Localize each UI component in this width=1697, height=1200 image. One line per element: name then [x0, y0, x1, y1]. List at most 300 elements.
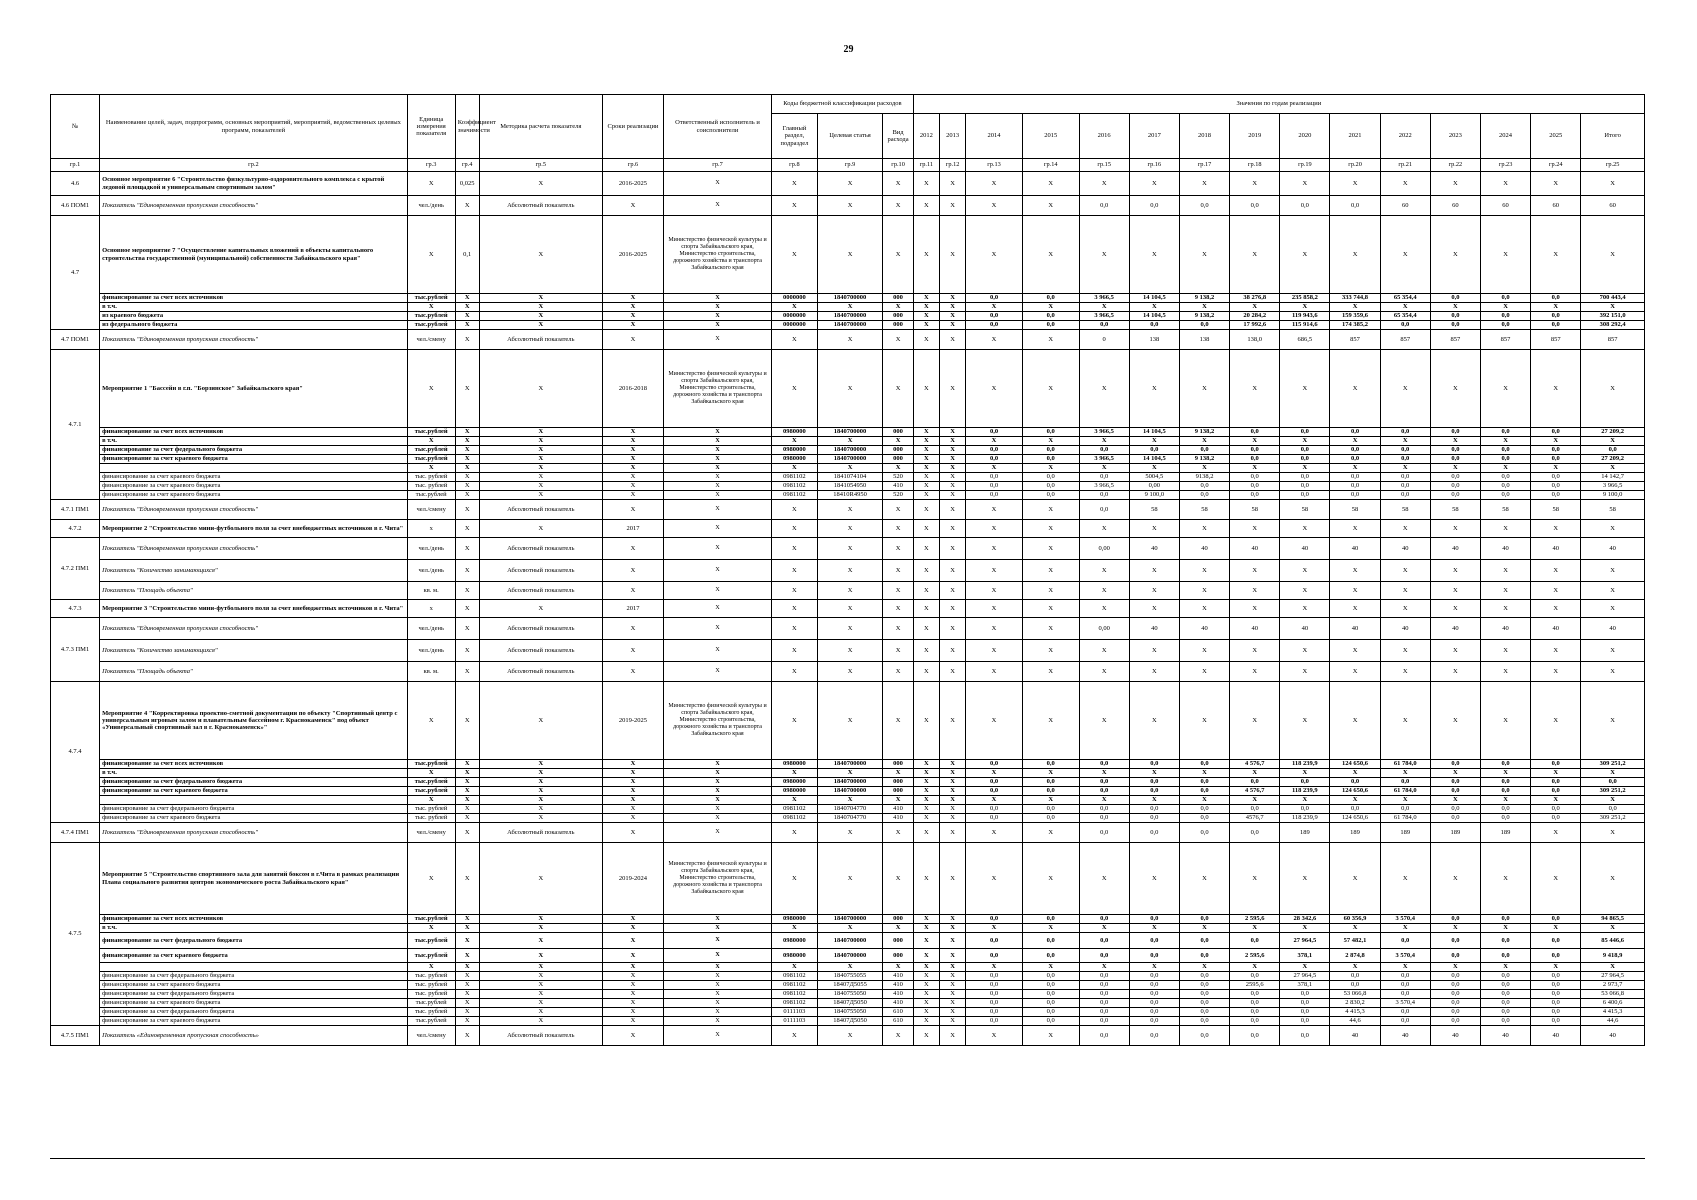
row-responsible: X — [664, 464, 772, 473]
row-year-value: X — [1230, 924, 1280, 933]
row-year-value: X — [939, 446, 965, 455]
row-year-value: 0,0 — [1430, 294, 1480, 303]
table-row — [51, 473, 1645, 482]
row-year-value: 0,0 — [1022, 805, 1079, 814]
row-year-value: 0,0 — [1079, 196, 1129, 216]
row-year-value: 0,0 — [1531, 999, 1581, 1008]
row-method: X — [479, 787, 602, 796]
row-year-value: X — [1230, 216, 1280, 294]
row-name: финансирование за счет федерального бюджета — [100, 990, 408, 999]
row-year-value: 0,0 — [1531, 1008, 1581, 1017]
header-budget-codes: Коды бюджетной классификации расходов — [772, 95, 914, 114]
row-name: Основное мероприятие 6 "Строительство физкультурно-оздоровительного комплекса с крытой ледовой площадкой и универсальным спортивным залом" — [100, 172, 408, 196]
column-number: гр.13 — [966, 159, 1023, 172]
row-name: финансирование за счет федерального бюджета — [100, 446, 408, 455]
row-section-code: 0980000 — [772, 428, 818, 437]
row-year-value: X — [1079, 843, 1129, 915]
row-year-value: 0,0 — [1022, 949, 1079, 963]
row-expense-type: 000 — [883, 778, 914, 787]
row-unit: кв. м. — [407, 582, 455, 600]
row-year-value: X — [913, 981, 939, 990]
row-year-value: X — [1330, 464, 1380, 473]
row-year-value: X — [1430, 464, 1480, 473]
row-term: X — [602, 949, 663, 963]
row-year-value: X — [1129, 924, 1179, 933]
row-expense-type: 000 — [883, 428, 914, 437]
row-year-value: 0,0 — [1480, 312, 1530, 321]
row-method: X — [479, 1008, 602, 1017]
row-year-value: X — [966, 582, 1023, 600]
row-year-value: X — [1330, 172, 1380, 196]
row-year-value: 0,0 — [966, 1008, 1023, 1017]
row-expense-type: 410 — [883, 482, 914, 491]
row-responsible: X — [664, 769, 772, 778]
row-year-value: 0 — [1079, 330, 1129, 350]
header-section: Главный раздел, подраздел — [772, 114, 818, 159]
row-year-value: 0,0 — [1022, 446, 1079, 455]
row-year-value: X — [1430, 520, 1480, 538]
row-year-value: 0,0 — [1179, 972, 1229, 981]
row-term: X — [602, 981, 663, 990]
row-year-value: 0,0 — [966, 805, 1023, 814]
row-year-value: X — [1230, 843, 1280, 915]
row-unit: кв. м. — [407, 662, 455, 682]
column-number: гр.14 — [1022, 159, 1079, 172]
row-method: Абсолютный показатель — [479, 538, 602, 560]
row-year-value: 0,0 — [1531, 915, 1581, 924]
row-year-value: X — [966, 823, 1023, 843]
row-year-value: 0,0 — [1179, 196, 1229, 216]
row-method: Абсолютный показатель — [479, 662, 602, 682]
row-year-value: 0,0 — [1022, 1017, 1079, 1026]
row-year-value: 0,0 — [1230, 972, 1280, 981]
row-year-value: X — [1230, 600, 1280, 618]
row-name — [100, 464, 408, 473]
row-target-article: 1840755055 — [817, 972, 882, 981]
row-section-code: X — [772, 682, 818, 760]
row-target-article: X — [817, 796, 882, 805]
row-year-value: X — [966, 618, 1023, 640]
row-year-value: 0,0 — [1079, 915, 1129, 924]
row-total: 53 066,8 — [1581, 990, 1645, 999]
row-year-value: 0,0 — [1330, 428, 1380, 437]
row-section-code: 0980000 — [772, 787, 818, 796]
row-year-value: X — [1380, 640, 1430, 662]
row-year-value: X — [1480, 924, 1530, 933]
column-number: гр.23 — [1480, 159, 1530, 172]
row-year-value: 0,0 — [1480, 981, 1530, 990]
row-year-value: X — [913, 1017, 939, 1026]
row-year-value: 0,0 — [1430, 787, 1480, 796]
row-target-article: X — [817, 560, 882, 582]
row-year-value: 0,0 — [966, 428, 1023, 437]
row-total: 700 443,4 — [1581, 294, 1645, 303]
row-total: 3 966,5 — [1581, 482, 1645, 491]
row-year-value: 0,0 — [1430, 428, 1480, 437]
row-term: X — [602, 560, 663, 582]
column-number: гр.11 — [913, 159, 939, 172]
row-total: 0,0 — [1581, 446, 1645, 455]
header-year: 2016 — [1079, 114, 1129, 159]
row-expense-type: X — [883, 538, 914, 560]
row-total: 85 446,6 — [1581, 933, 1645, 949]
row-coefficient: X — [455, 972, 479, 981]
row-year-value: X — [1230, 464, 1280, 473]
row-term: X — [602, 491, 663, 500]
header-year: 2013 — [939, 114, 965, 159]
row-section-code: X — [772, 216, 818, 294]
row-year-value: 40 — [1380, 1026, 1430, 1046]
row-year-value: X — [1480, 303, 1530, 312]
row-year-value: X — [1022, 196, 1079, 216]
row-year-value: X — [1022, 464, 1079, 473]
row-year-value: X — [1430, 843, 1480, 915]
row-year-value: X — [966, 520, 1023, 538]
row-year-value: X — [913, 196, 939, 216]
row-year-value: 0,0 — [1079, 972, 1129, 981]
row-method: X — [479, 455, 602, 464]
table-row — [51, 981, 1645, 990]
table-row — [51, 303, 1645, 312]
table-row — [51, 682, 1645, 760]
row-year-value: X — [1022, 796, 1079, 805]
row-section-code: 0980000 — [772, 455, 818, 464]
row-year-value: X — [913, 520, 939, 538]
row-term: X — [602, 924, 663, 933]
row-target-article: 18407Д5050 — [817, 1017, 882, 1026]
row-year-value: X — [939, 1008, 965, 1017]
row-coefficient: X — [455, 1017, 479, 1026]
row-year-value: X — [1079, 963, 1129, 972]
row-year-value: 0,0 — [1480, 482, 1530, 491]
row-total: 309 251,2 — [1581, 787, 1645, 796]
row-section-code: X — [772, 1026, 818, 1046]
row-unit: тыс. рублей — [407, 972, 455, 981]
row-name: Показатель "Площадь объекта" — [100, 662, 408, 682]
row-expense-type: X — [883, 172, 914, 196]
row-year-value: X — [939, 350, 965, 428]
row-year-value: 0,0 — [1531, 787, 1581, 796]
row-year-value: X — [1179, 464, 1229, 473]
row-year-value: X — [1129, 464, 1179, 473]
row-year-value: X — [1129, 796, 1179, 805]
row-year-value: 0,0 — [1480, 1017, 1530, 1026]
row-year-value: 0,0 — [1531, 312, 1581, 321]
row-year-value: 0,0 — [1179, 805, 1229, 814]
row-year-value: 138 — [1179, 330, 1229, 350]
row-year-value: 38 276,8 — [1230, 294, 1280, 303]
row-year-value: 0,0 — [966, 787, 1023, 796]
row-target-article: 1840700000 — [817, 446, 882, 455]
row-responsible: X — [664, 1008, 772, 1017]
header-year: 2017 — [1129, 114, 1179, 159]
row-year-value: 40 — [1430, 538, 1480, 560]
row-year-value: X — [1230, 682, 1280, 760]
row-method: X — [479, 972, 602, 981]
row-expense-type: X — [883, 520, 914, 538]
row-year-value: 0,0 — [1079, 990, 1129, 999]
row-year-value: 40 — [1531, 618, 1581, 640]
row-expense-type: 000 — [883, 760, 914, 769]
row-year-value: 0,0 — [1179, 999, 1229, 1008]
row-year-value: 0,0 — [1531, 949, 1581, 963]
row-year-value: 0,0 — [1531, 1017, 1581, 1026]
row-year-value: X — [1380, 600, 1430, 618]
row-section-code: 0000000 — [772, 294, 818, 303]
row-year-value: 0,0 — [1330, 491, 1380, 500]
table-row — [51, 999, 1645, 1008]
row-method: X — [479, 312, 602, 321]
row-name: Показатель "Единовременная пропускная способность" — [100, 618, 408, 640]
row-year-value: 0,0 — [1330, 446, 1380, 455]
row-target-article: X — [817, 582, 882, 600]
row-coefficient: X — [455, 778, 479, 787]
row-year-value: 0,0 — [966, 915, 1023, 924]
row-year-value: 0,0 — [1280, 455, 1330, 464]
row-year-value: X — [1280, 350, 1330, 428]
header-method: Методика расчета показателя — [479, 95, 602, 159]
row-year-value: X — [913, 1008, 939, 1017]
row-year-value: 686,5 — [1280, 330, 1330, 350]
row-term: X — [602, 455, 663, 464]
row-year-value: X — [1022, 437, 1079, 446]
row-year-value: 0,0 — [1129, 805, 1179, 814]
row-year-value: 0,0 — [1179, 1026, 1229, 1046]
row-year-value: 0,0 — [1430, 981, 1480, 990]
row-year-value: 0,0 — [966, 294, 1023, 303]
row-method: X — [479, 446, 602, 455]
row-year-value: X — [1129, 769, 1179, 778]
row-year-value: 189 — [1330, 823, 1380, 843]
row-name: Показатель "Количество занимающихся" — [100, 640, 408, 662]
header-unit: Единица измерения показателя — [407, 95, 455, 159]
row-unit: чел./день — [407, 196, 455, 216]
row-target-article: 1840700000 — [817, 760, 882, 769]
row-term: 2019-2024 — [602, 843, 663, 915]
row-year-value: 0,0 — [1430, 760, 1480, 769]
row-section-code: 0980000 — [772, 778, 818, 787]
row-responsible: X — [664, 600, 772, 618]
row-year-value: X — [913, 972, 939, 981]
column-number: гр.8 — [772, 159, 818, 172]
column-number: гр.9 — [817, 159, 882, 172]
row-year-value: 0,0 — [1129, 760, 1179, 769]
row-year-value: X — [1531, 640, 1581, 662]
row-year-value: X — [1179, 796, 1229, 805]
row-year-value: X — [913, 312, 939, 321]
row-method: Абсолютный показатель — [479, 560, 602, 582]
column-number: гр.3 — [407, 159, 455, 172]
row-section-code: X — [772, 600, 818, 618]
table-row — [51, 437, 1645, 446]
row-year-value: X — [1380, 582, 1430, 600]
row-year-value: X — [913, 216, 939, 294]
row-unit: X — [407, 303, 455, 312]
row-year-value: X — [1531, 560, 1581, 582]
row-year-value: X — [1330, 303, 1380, 312]
row-year-value: X — [913, 500, 939, 520]
row-year-value: 0,0 — [1179, 1017, 1229, 1026]
row-target-article: X — [817, 600, 882, 618]
row-year-value: 159 359,6 — [1330, 312, 1380, 321]
row-target-article: X — [817, 437, 882, 446]
row-year-value: X — [913, 682, 939, 760]
row-year-value: X — [1531, 464, 1581, 473]
row-year-value: X — [1022, 963, 1079, 972]
row-year-value: 9 138,2 — [1179, 455, 1229, 464]
row-target-article: X — [817, 464, 882, 473]
row-coefficient: X — [455, 796, 479, 805]
row-target-article: X — [817, 843, 882, 915]
row-year-value: X — [1531, 437, 1581, 446]
row-year-value: X — [1022, 769, 1079, 778]
row-year-value: X — [1330, 640, 1380, 662]
row-year-value: 0,0 — [1129, 981, 1179, 990]
row-target-article: 18407Д5055 — [817, 981, 882, 990]
row-year-value: 40 — [1380, 618, 1430, 640]
row-year-value: X — [913, 1026, 939, 1046]
row-coefficient: X — [455, 990, 479, 999]
row-year-value: X — [939, 473, 965, 482]
row-section-code: X — [772, 582, 818, 600]
row-year-value: X — [939, 428, 965, 437]
row-year-value: X — [939, 491, 965, 500]
row-year-value: 0,0 — [1022, 294, 1079, 303]
row-year-value: 0,0 — [1531, 294, 1581, 303]
row-expense-type: 000 — [883, 312, 914, 321]
row-year-value: 0,0 — [1179, 1008, 1229, 1017]
row-total: X — [1581, 437, 1645, 446]
row-total: 309 251,2 — [1581, 760, 1645, 769]
row-target-article: X — [817, 662, 882, 682]
row-name: из федерального бюджета — [100, 321, 408, 330]
row-year-value: 0,0 — [1022, 999, 1079, 1008]
row-method: X — [479, 428, 602, 437]
row-year-value: 2 595,6 — [1230, 949, 1280, 963]
row-target-article: X — [817, 196, 882, 216]
row-year-value: 5004,5 — [1129, 473, 1179, 482]
table-row — [51, 972, 1645, 981]
row-term: X — [602, 464, 663, 473]
row-year-value: 0,0 — [1430, 446, 1480, 455]
row-total: X — [1581, 464, 1645, 473]
row-year-value: 124 650,6 — [1330, 760, 1380, 769]
row-year-value: 0,0 — [1531, 805, 1581, 814]
row-term: X — [602, 1008, 663, 1017]
row-total: 9 100,0 — [1581, 491, 1645, 500]
row-year-value: 0,0 — [1531, 455, 1581, 464]
header-year: 2021 — [1330, 114, 1380, 159]
row-year-value: X — [913, 924, 939, 933]
row-target-article: X — [817, 172, 882, 196]
row-year-value: 0,0 — [1480, 990, 1530, 999]
row-year-value: 2 874,8 — [1330, 949, 1380, 963]
row-year-value: 0,0 — [1079, 1017, 1129, 1026]
row-target-article: 1840755050 — [817, 1008, 882, 1017]
row-section-code: X — [772, 796, 818, 805]
row-year-value: 40 — [1179, 618, 1229, 640]
row-method: X — [479, 482, 602, 491]
row-year-value: 0,0 — [1129, 321, 1179, 330]
row-year-value: X — [1280, 520, 1330, 538]
row-year-value: 138 — [1129, 330, 1179, 350]
row-year-value: X — [1330, 350, 1380, 428]
row-section-code: X — [772, 662, 818, 682]
row-expense-type: 000 — [883, 949, 914, 963]
column-number: гр.18 — [1230, 159, 1280, 172]
row-year-value: 58 — [1480, 500, 1530, 520]
row-method: X — [479, 216, 602, 294]
row-year-value: 0,0 — [1079, 491, 1129, 500]
row-method: X — [479, 437, 602, 446]
row-year-value: 0,0 — [1079, 760, 1129, 769]
table-row — [51, 963, 1645, 972]
row-section-code: 0111103 — [772, 1017, 818, 1026]
row-year-value: 0,0 — [1430, 1008, 1480, 1017]
header-term: Сроки реализации — [602, 95, 663, 159]
row-method: X — [479, 778, 602, 787]
row-year-value: 0,0 — [1531, 760, 1581, 769]
row-year-value: X — [1129, 843, 1179, 915]
row-name: финансирование за счет федерального бюджета — [100, 1008, 408, 1017]
row-year-value: 0,0 — [1022, 1008, 1079, 1017]
row-year-value: X — [939, 972, 965, 981]
row-year-value: X — [913, 823, 939, 843]
row-unit: чел./смену — [407, 823, 455, 843]
row-target-article: X — [817, 500, 882, 520]
row-name: Показатель "Единовременная пропускная способность" — [100, 538, 408, 560]
row-year-value: 378,1 — [1280, 949, 1330, 963]
row-year-value: 0,0 — [966, 1017, 1023, 1026]
row-term: X — [602, 312, 663, 321]
row-section-code: 0981102 — [772, 473, 818, 482]
row-year-value: X — [1480, 520, 1530, 538]
row-section-code: X — [772, 500, 818, 520]
header-year: 2012 — [913, 114, 939, 159]
row-year-value: 0,0 — [1280, 1017, 1330, 1026]
row-year-value: X — [1129, 216, 1179, 294]
row-year-value: 0,0 — [1129, 196, 1179, 216]
row-name: Показатель "Площадь объекта" — [100, 582, 408, 600]
row-year-value: X — [1280, 682, 1330, 760]
row-year-value: 0,0 — [966, 482, 1023, 491]
row-year-value: X — [1179, 350, 1229, 428]
row-responsible: X — [664, 446, 772, 455]
row-section-code: X — [772, 924, 818, 933]
row-year-value: 0,0 — [1380, 990, 1430, 999]
row-method: X — [479, 464, 602, 473]
row-year-value: 0,0 — [1330, 972, 1380, 981]
table-row — [51, 949, 1645, 963]
row-year-value: X — [966, 600, 1023, 618]
header-year: 2018 — [1179, 114, 1229, 159]
row-year-value: X — [1129, 520, 1179, 538]
row-responsible: X — [664, 990, 772, 999]
row-name: из краевого бюджета — [100, 312, 408, 321]
row-year-value: X — [966, 769, 1023, 778]
header-year: 2023 — [1430, 114, 1480, 159]
row-year-value: X — [1531, 662, 1581, 682]
row-year-value: X — [1230, 640, 1280, 662]
row-year-value: X — [1380, 172, 1430, 196]
row-year-value: 235 858,2 — [1280, 294, 1330, 303]
row-method: X — [479, 981, 602, 990]
row-year-value: X — [1179, 963, 1229, 972]
row-year-value: X — [1022, 662, 1079, 682]
row-year-value: 0,0 — [966, 778, 1023, 787]
row-responsible: X — [664, 473, 772, 482]
row-year-value: 118 239,9 — [1280, 787, 1330, 796]
